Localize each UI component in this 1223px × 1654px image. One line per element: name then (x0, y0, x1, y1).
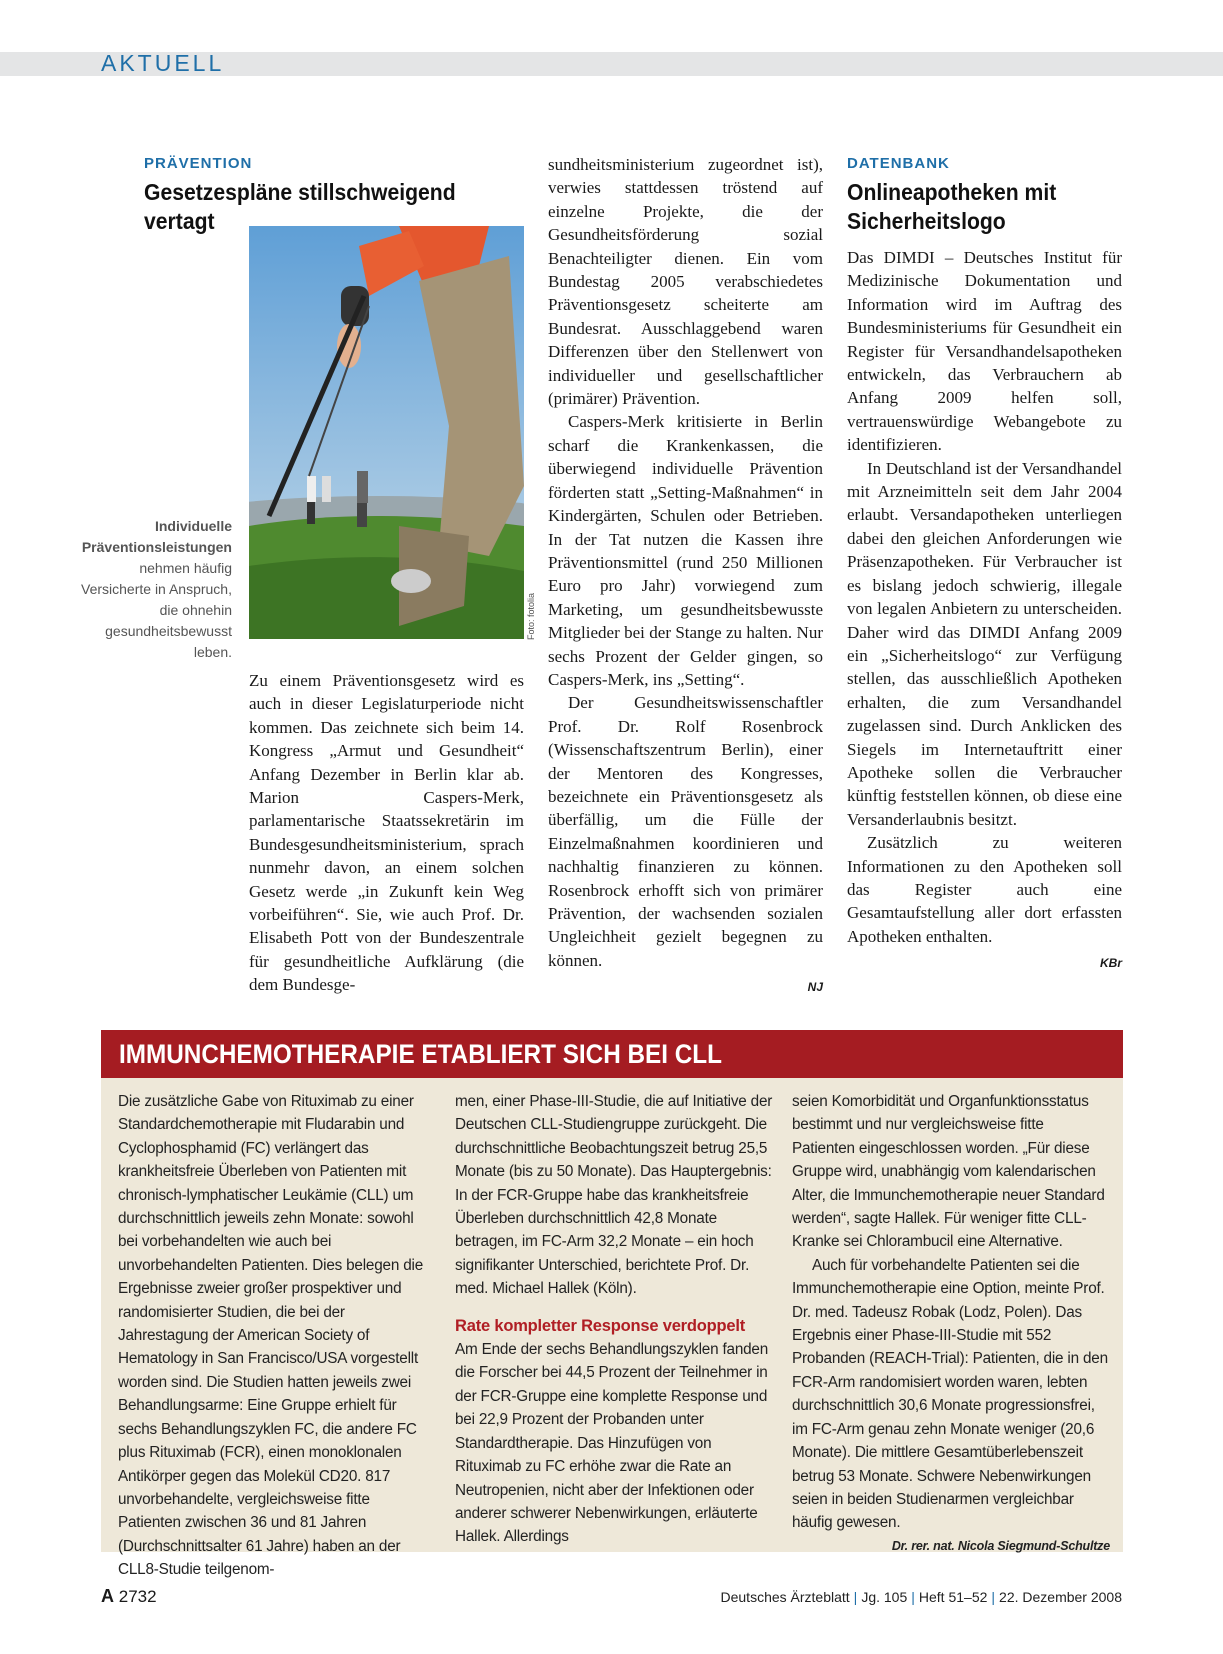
article2-signature: KBr (1099, 956, 1122, 971)
article1-paragraph: Der Gesundheitswissenschaftler Prof. Dr. Rolf Rosenbrock (Wissenschaftszentrum Berlin), einer der Mentoren des Kongresses, bezeichnete ein Präventionsgesetz als überfällig, um die Fülle der Einzelmaßnahmen koordinieren und nachhaltig finanzieren zu können. Rosenbrock erhofft sich von primärer Prävention, der wachsenden sozialen Ungleichheit gezielt begegnen zu können. (548, 693, 823, 970)
photo-caption (70, 516, 232, 663)
caption-text: nehmen häufig Versicherte in Anspruch, die ohnehin gesundheitsbewusst leben. (81, 560, 232, 660)
box-column-2 (455, 1090, 773, 1549)
photo-credit: Foto: fotolia (526, 592, 536, 640)
article1-paragraph: Caspers-Merk kritisierte in Berlin scharf die Krankenkassen, die überwiegend individuelle Prävention förderten statt „Setting-Maßnahmen“ in Kindergärten, Schulen oder Betrieben. In der Tat nutzen die Kassen ihre Präventionsmittel (rund 250 Millionen Euro pro Jahr) vorwiegend zum Marketing, um gesundheitsbewusste Mitglieder bei der Stange zu halten. Nur sechs Prozent der Gelder gingen, so Caspers-Merk, ins „Setting“. (548, 412, 823, 689)
caption-bold: Individuelle Präventionsleistungen (81, 518, 232, 555)
article1-signature: NJ (807, 980, 823, 995)
article2-title: Onlineapotheken mit Sicherheitslogo (847, 179, 1057, 234)
box-paragraph: seien Komorbidität und Organfunktionsstatus bestimmt und nur vergleichsweise fitte Patienten eingeschlossen worden. „Für diese Gruppe wird, unabhängig vom kalendarischen Alter, die Immunchemotherapie neuer Standard werden“, sagte Hallek. Für weniger fitte CLL-Kranke sei Chlorambucil eine Alternative. (792, 1093, 1105, 1251)
box-paragraph: Am Ende der sechs Behandlungszyklen fanden die Forscher bei 44,5 Prozent der Teilnehmer in der FCR-Gruppe eine komplette Response und bei 22,9 Prozent der Probanden unter Standardtherapie. Das Hinzufügen von Rituximab zu FC erhöhe zwar die Rate an Neutropenien, nicht aber der Infektionen oder anderer schwerer Nebenwirkungen, erläuterte Hallek. Allerdings (455, 1341, 769, 1546)
article-photo (249, 226, 524, 639)
article2-paragraph: Das DIMDI – Deutsches Institut für Medizinische Dokumentation und Information wird im Auftrag des Bundesministeriums für Gesundheit ein Register für Versandhandelsapotheken entwickeln, das Verbrauchern ab Anfang 2009 helfen soll, vertrauenswürdige Webangebote zu identifizieren. (847, 248, 1122, 455)
page-prefix: A (101, 1586, 114, 1606)
box-paragraph: Die zusätzliche Gabe von Rituximab zu einer Standardchemotherapie mit Fludarabin und Cyclophosphamid (FC) verlängert das krankheitsfreie Überleben von Patienten mit chronisch-lymphatischer Leukämie (CLL) um durchschnittlich jeweils zehn Monate: sowohl bei vorbehandelten wie auch bei unvorbehandelten Patienten. Dies belegen die Ergebnisse zweier großer prospektiver und randomisierter Studien, die bei der Jahrestagung der American Society of Hematology in San Francisco/USA vorgestellt worden sind. Die Studien hatten jeweils zwei Behandlungsarme: Eine Gruppe erhielt für sechs Behandlungszyklen FC, die andere FC plus Rituximab (FCR), einen monoklonalen Antikörper gegen das Molekül CD20. 817 unvorbehandelte, vergleichsweise fitte Patienten zwischen 36 und 81 Jahren (Durchschnittsalter 61 Jahre) haben an der CLL8-Studie teilgenom- (118, 1093, 424, 1579)
article1-column-1 (249, 669, 524, 997)
box-signature: Dr. rer. nat. Nicola Siegmund-Schultze (891, 1538, 1110, 1553)
journal-date: 22. Dezember 2008 (999, 1589, 1122, 1605)
journal-issue: Heft 51–52 (918, 1589, 988, 1605)
cll-box-title (101, 1030, 1123, 1078)
article1-paragraph: sundheitsministerium zugeordnet ist), verwies stattdessen tröstend auf einzelne Projekte, die der Gesundheitsförderung sozial Benachteiligter dienen. Ein vom Bundestag 2005 verabschiedetes Präventionsgesetz scheiterte am Bundesrat. Ausschlaggebend waren Differenzen über den Stellenwert von individueller und gesellschaftlicher (primärer) Prävention. (548, 155, 823, 409)
section-label: AKTUELL (101, 50, 225, 76)
journal-info: Deutsches Ärzteblatt | Jg. 105 | Heft 51–52 | 22. Dezember 2008 (720, 1589, 1122, 1605)
box-paragraph: Auch für vorbehandelte Patienten sei die Immunchemotherapie eine Option, meinte Prof. Dr. med. Tadeusz Robak (Lodz, Polen). Das Ergebnis einer Phase-III-Studie mit 552 Probanden (REACH-Trial): Patienten, die in den FCR-Arm randomisiert worden waren, lebten durchschnittlich 30,6 Monate progressionsfrei, im FC-Arm genau zehn Monate weniger (20,6 Monate). Die mittlere Gesamtüberlebenszeit betrug 53 Monate. Schwere Nebenwirkungen seien in beiden Studienarmen vergleichbar häufig gewesen. (792, 1256, 1108, 1532)
box-column-1 (118, 1090, 436, 1582)
box-column-3 (792, 1090, 1110, 1558)
journal-volume: Jg. 105 (861, 1589, 908, 1605)
article2-paragraph: Zusätzlich zu weiteren Informationen zu den Apotheken soll das Register auch eine Gesamtaufstellung aller dort erfassten Apotheken enthalten. (847, 833, 1122, 946)
article2-kicker: DATENBANK (847, 155, 950, 172)
journal-name: Deutsches Ärzteblatt (720, 1589, 850, 1605)
article2-column (847, 246, 1122, 976)
box-paragraph: men, einer Phase-III-Studie, die auf Initiative der Deutschen CLL-Studiengruppe zurückgeht. Die durchschnittliche Beobachtungszeit betrug 25,5 Monate (bis zu 50 Monate). Das Hauptergebnis: In der FCR-Gruppe habe das krankheitsfreie Überleben durchschnittlich 42,8 Monate betragen, im FC-Arm 32,2 Monate – ein hoch signifikanter Unterschied, berichtete Prof. Dr. med. Michael Hallek (Köln). (455, 1093, 773, 1298)
page-number-value: 2732 (118, 1587, 157, 1606)
box-subheading: Rate kompletter Response verdoppelt (455, 1316, 746, 1335)
article1-kicker: PRÄVENTION (144, 155, 253, 172)
page-number (101, 1586, 157, 1607)
article1-column-2 (548, 153, 823, 1000)
cll-box-title-text: IMMUNCHEMOTHERAPIE ETABLIERT SICH BEI CLL (119, 1039, 722, 1069)
article1-paragraph: Zu einem Präventionsgesetz wird es auch in dieser Legislaturperiode nicht kommen. Das zeichnete sich beim 14. Kongress „Armut und Gesundheit“ Anfang Dezember in Berlin klar ab. Marion Caspers-Merk, parlamentarische Staatssekretärin im Bundesgesundheitsministerium, sprach nunmehr davon, an einem solchen Gesetz werde „in Zukunft kein Weg vorbeiführen“. Sie, wie auch Prof. Dr. Elisabeth Pott von der Bundeszentrale für gesundheitliche Aufklärung (die dem Bundesge- (249, 671, 524, 995)
article1-title: Gesetzespläne stillschweigend vertagt (144, 179, 456, 234)
article2-paragraph: In Deutschland ist der Versandhandel mit Arzneimitteln seit dem Jahr 2004 erlaubt. Versandapotheken unterliegen dabei den gleichen Anforderungen wie Präsenzapotheken. Für Verbraucher ist es bislang jedoch schwierig, illegale von legalen Anbietern zu unterscheiden. Daher wird das DIMDI Anfang 2009 ein „Sicherheitslogo“ zur Verfügung stellen, das ausschließlich Apotheken erhalten, die zum Versandhandel zugelassen sind. Durch Anklicken des Siegels im Internetauftritt einer Apotheke sollen die Verbraucher künftig feststellen können, ob diese eine Versanderlaubnis besitzt. (847, 458, 1122, 829)
